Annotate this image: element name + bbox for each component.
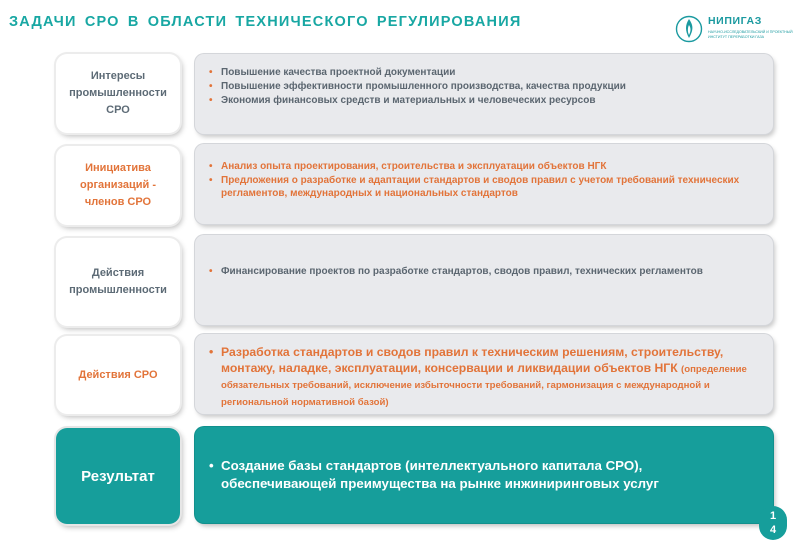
label-line: Интересы	[90, 70, 146, 82]
list-item: • Повышение эффективности промышленного производства, качества продукции	[209, 80, 759, 94]
label-box-sro-actions	[56, 336, 180, 414]
list-item: • Финансирование проектов по разработке стандартов, сводов правил, технических регламентов	[209, 265, 759, 279]
label-box-result	[56, 428, 180, 524]
label-box-member-initiative	[56, 146, 180, 225]
page-digit: 4	[769, 524, 777, 536]
content-box-sro-actions	[195, 334, 773, 414]
label-line: промышленности	[69, 87, 167, 99]
content-box-industry-actions	[195, 235, 773, 325]
label-box-industry-actions	[56, 238, 180, 326]
list-item: • Повышение качества проектной документации	[209, 66, 759, 80]
list-item: • Анализ опыта проектирования, строительства и эксплуатации объектов НГК	[209, 160, 759, 174]
label-line: СРО	[106, 104, 130, 116]
label-line: Действия СРО	[78, 368, 158, 381]
bullet-list	[209, 160, 759, 201]
label-line: промышленности	[69, 284, 167, 296]
list-item: • Создание базы стандартов (интеллектуального капитала СРО), обеспечивающей преимущества на рынке инжиниринговых услуг	[209, 457, 759, 493]
main-text: Разработка стандартов и сводов правил к техническим решениям, строительству, монтажу, наладке, эксплуатации, консервации и ликвидации объектов НГК	[221, 345, 724, 375]
bullet-list	[209, 265, 759, 279]
content-box-member-initiative	[195, 144, 773, 224]
logo-name: НИПИГАЗ	[708, 15, 762, 27]
content-box-industry-interests	[195, 54, 773, 134]
flame-drop-icon	[675, 14, 703, 44]
logo-tagline: НАУЧНО-ИССЛЕДОВАТЕЛЬСКИЙ И ПРОЕКТНЫЙ ИНСТИТУТ ПЕРЕРАБОТКИ ГАЗА	[708, 30, 793, 39]
bullet-list	[209, 457, 759, 493]
bullet-list	[209, 345, 759, 410]
page-digit: 1	[769, 510, 777, 522]
label-line: Результат	[81, 467, 155, 485]
label-line: Инициатива	[85, 162, 151, 174]
label-line: организаций -	[80, 179, 156, 191]
page-number-badge	[759, 506, 787, 540]
company-logo	[675, 14, 795, 50]
label-box-industry-interests	[56, 54, 180, 133]
label-line: Действия	[91, 267, 145, 279]
list-item: • Предложения о разработке и адаптации стандартов и сводов правил с учетом требований технических регламентов, международных и национальных стандартов	[209, 174, 759, 201]
bullet-list	[209, 66, 759, 108]
page-title: ЗАДАЧИ СРО В ОБЛАСТИ ТЕХНИЧЕСКОГО РЕГУЛИРОВАНИЯ	[9, 14, 522, 30]
label-line: членов СРО	[84, 196, 152, 208]
list-item: • Экономия финансовых средств и материальных и человеческих ресурсов	[209, 94, 759, 108]
content-box-result	[195, 427, 773, 523]
list-item	[209, 345, 759, 410]
note-text: (определение обязательных требований, исключение избыточности требований, гармонизация с международной и региональной нормативной базой)	[221, 363, 747, 408]
